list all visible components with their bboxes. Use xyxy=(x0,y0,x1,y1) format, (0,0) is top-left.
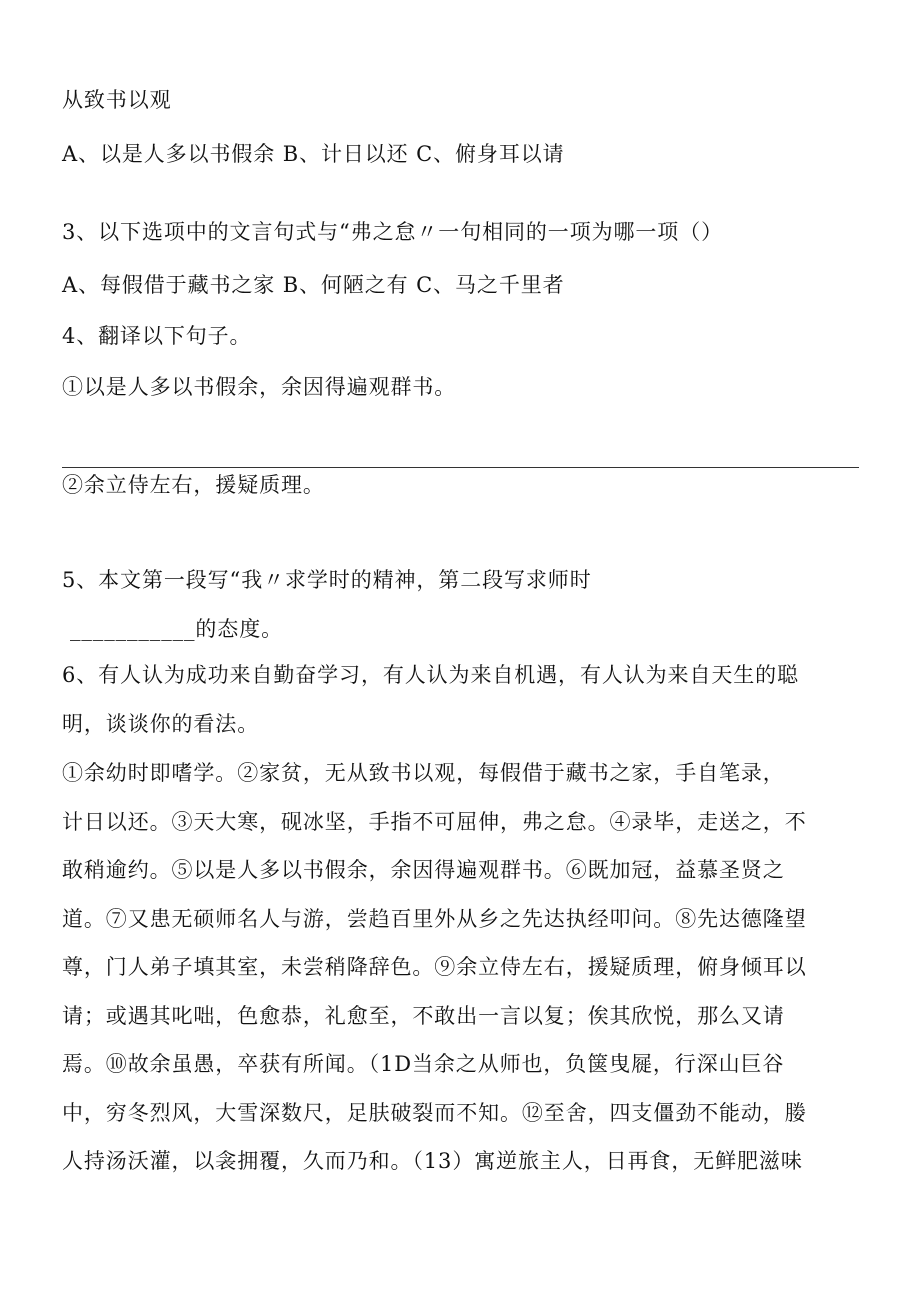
passage-line: 人持汤沃灌，以衾拥覆，久而乃和。（13）寓逆旅主人，日再食，无鲜肥滋味 xyxy=(62,1149,803,1173)
question-6-line-2: 明，谈谈你的看法。 xyxy=(62,712,260,736)
passage-line: 计日以还。③天大寒，砚冰坚，手指不可屈伸，弗之怠。④录毕，走送之，不 xyxy=(62,809,807,834)
answer-line xyxy=(62,467,859,468)
passage-line: ①余幼时即嗜学。②家贫，无从致书以观，每假借于藏书之家，手自笔录， xyxy=(62,761,785,785)
question-5-suffix: 的态度。 xyxy=(195,617,284,641)
question-3-options: A、每假借于藏书之家 B、何陋之有 C、马之千里者 xyxy=(62,273,565,297)
passage-line: 焉。⑩故余虽愚，卒获有所闻。（1D当余之从师也，负箧曳屣，行深山巨谷 xyxy=(62,1052,785,1076)
question-4-sentence-2: ②余立侍左右，援疑质理。 xyxy=(62,473,325,497)
classical-passage xyxy=(62,749,862,1186)
question-6-line-1: 6、有人认为成功来自勤奋学习，有人认为来自机遇，有人认为来自天生的聪 xyxy=(62,663,799,687)
question-2-options: A、以是人多以书假余 B、计日以还 C、俯身耳以请 xyxy=(62,142,565,166)
question-5: 5、本文第一段写“我〃求学时的精神，第二段写求师时 xyxy=(62,568,592,592)
fill-in-blank: ___________ xyxy=(70,617,196,641)
question-4: 4、翻译以下句子。 xyxy=(62,324,252,348)
question-5-continuation xyxy=(62,614,283,644)
passage-line: 中，穷冬烈风，大雪深数尺，足肤破裂而不知。⑫至舍，四支僵劲不能动，媵 xyxy=(62,1100,807,1125)
question-3: 3、以下选项中的文言句式与“弗之怠〃一句相同的一项为哪一项（） xyxy=(62,220,723,244)
passage-line: 道。⑦又患无硕师名人与游，尝趋百里外从乡之先达执经叩问。⑧先达德隆望 xyxy=(62,906,807,931)
question-4-sentence-1: ①以是人多以书假余，余因得遍观群书。 xyxy=(62,375,457,399)
passage-line: 请；或遇其叱咄，色愈恭，礼愈至，不敢出一言以复；俟其欣悦，那么又请 xyxy=(62,1003,785,1028)
passage-fragment-line: 从致书以观 xyxy=(62,88,172,112)
passage-line: 敢稍逾约。⑤以是人多以书假余，余因得遍观群书。⑥既加冠，益慕圣贤之 xyxy=(62,858,785,882)
passage-line: 尊，门人弟子填其室，未尝稍降辞色。⑨余立侍左右，援疑质理，俯身倾耳以 xyxy=(62,955,807,979)
